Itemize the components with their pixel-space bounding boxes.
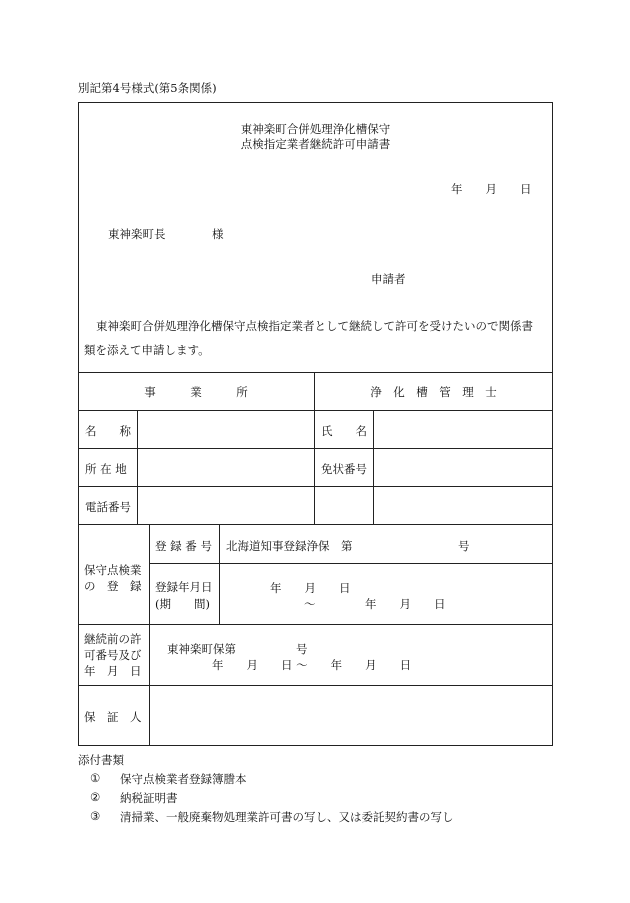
name-label: 名 称 (85, 424, 131, 438)
attachment-num-3: ③ (90, 809, 101, 823)
reg-date-tilde: ～ (304, 597, 316, 611)
attachment-text-1: 保守点検業者登録簿謄本 (120, 772, 247, 786)
honorific: 様 (212, 227, 224, 241)
col-line-label-right (373, 410, 374, 524)
form-title-line1: 東神楽町合併処理浄化槽保守 (240, 122, 391, 136)
prev-label-2: 可番号及び (84, 648, 142, 662)
guarantor-label: 保 証 人 (84, 710, 142, 724)
prev-value-line1: 東神楽町保第 (167, 642, 236, 656)
applicant-label: 申請者 (371, 272, 406, 286)
attachment-text-2: 納税証明書 (120, 791, 178, 805)
attachment-num-1: ① (90, 771, 101, 785)
body-text-line2: 類を添えて申請します。 (84, 343, 210, 357)
attachments-title: 添付書類 (78, 753, 124, 767)
prev-value-suffix: 号 (296, 642, 308, 656)
reg-date-label-1: 登録年月日 (155, 580, 213, 594)
row-line-2 (78, 448, 553, 449)
col-line-lower-label (149, 524, 150, 746)
reg-group-label-1: 保守点検業 (84, 563, 142, 577)
row-line-5 (149, 563, 553, 564)
prev-value-line2: 年 月 日 ～ 年 月 日 (212, 658, 412, 672)
reg-no-suffix: 号 (458, 539, 470, 553)
row-line-3 (78, 486, 553, 487)
attachment-num-2: ② (90, 790, 101, 804)
body-text-line1: 東神楽町合併処理浄化槽保守点検指定業者として継続して許可を受けたいので関係書 (96, 319, 533, 333)
table-top-line (78, 372, 553, 373)
manager-header: 浄 化 槽 管 理 士 (370, 385, 497, 399)
reg-group-label-2: の 登 録 (84, 579, 142, 593)
reg-no-value: 北海道知事登録浄保 第 (226, 539, 353, 553)
date-field: 年 月 日 (451, 182, 532, 196)
addressee: 東神楽町長 (108, 227, 166, 241)
prev-label-1: 継続前の許 (84, 632, 142, 646)
license-label: 免状番号 (321, 462, 367, 476)
row-line-1 (78, 410, 553, 411)
reg-date-label-2: (期 間) (155, 597, 210, 611)
address-label: 所 在 地 (85, 462, 127, 476)
reg-date-end: 年 月 日 (365, 597, 446, 611)
col-line-label-left (137, 410, 138, 524)
col-line-reg-sublabel (219, 524, 220, 624)
form-label: 別記第4号様式(第5条関係) (78, 81, 217, 95)
prev-label-3: 年 月 日 (84, 664, 142, 678)
phone-label: 電話番号 (85, 500, 131, 514)
reg-no-label: 登 録 番 号 (155, 539, 212, 553)
reg-date-start: 年 月 日 (270, 581, 351, 595)
form-title-line2: 点検指定業者継続許可申請書 (240, 137, 391, 151)
person-name-label: 氏 名 (321, 424, 367, 438)
attachment-text-3: 清掃業、一般廃棄物処理業許可書の写し、又は委託契約書の写し (120, 810, 454, 824)
office-header: 事 業 所 (144, 385, 248, 399)
